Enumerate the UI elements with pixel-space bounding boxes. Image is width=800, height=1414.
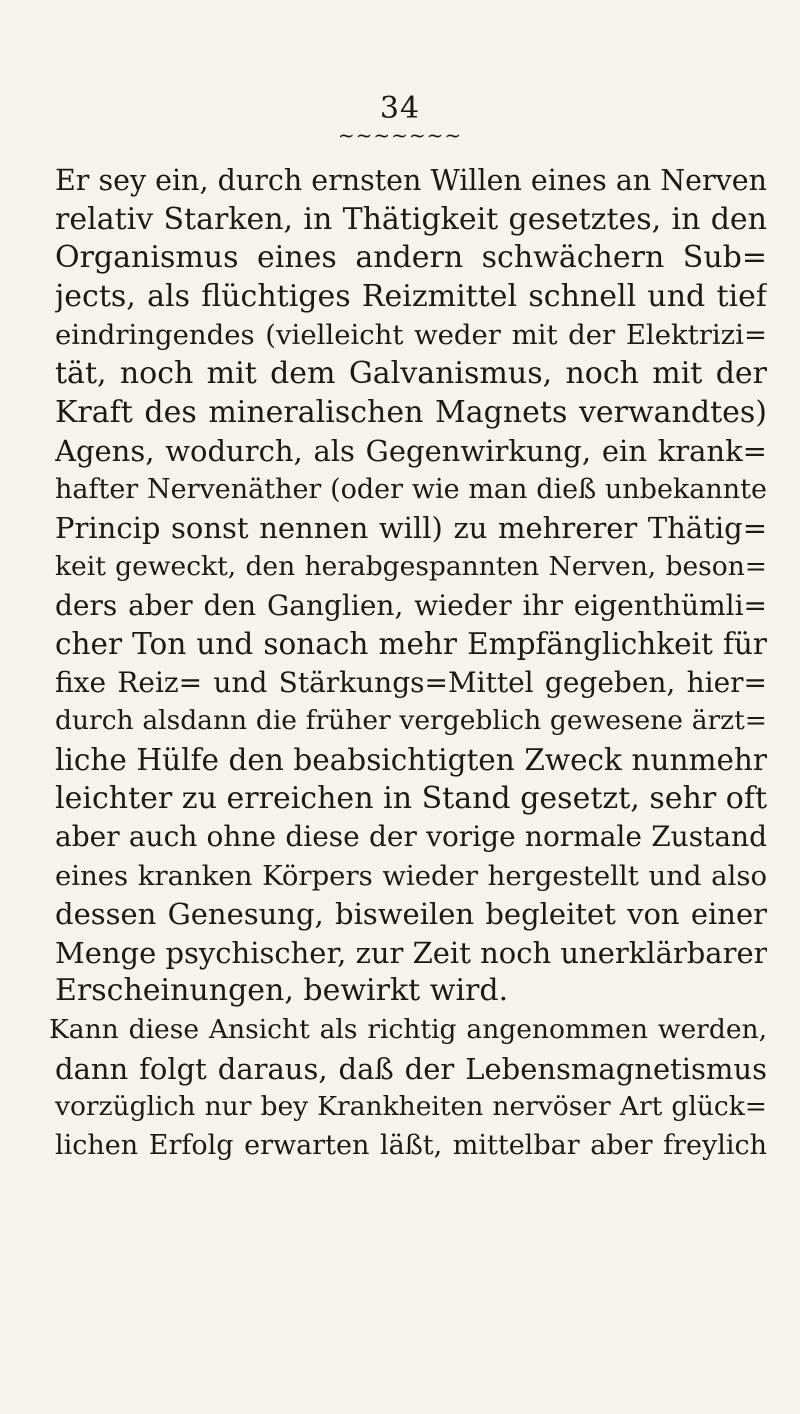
text-line: eines kranken Körpers wieder hergestellt und also [55, 859, 767, 892]
text-line: dessen Genesung, bisweilen begleitet von einer [55, 897, 767, 932]
text-line: Princip sonst nennen will) zu mehrerer Thätig= [55, 511, 767, 546]
page-number: 34 [379, 91, 421, 126]
text-line: Erscheinungen, bewirkt wird. [55, 973, 509, 1009]
text-line: vorzüglich nur bey Krankheiten nervöser Art glück= [55, 1091, 767, 1123]
text-line: liche Hülfe den beabsichtigten Zweck nunmehr [55, 742, 767, 777]
text-line: eindringendes (vielleicht weder mit der Elektrizi= [55, 319, 767, 352]
text-line: Er sey ein, durch ernsten Willen eines an Nerven [55, 164, 767, 197]
text-line: jects, als flüchtiges Reizmittel schnell und tief [55, 278, 767, 314]
text-line: durch alsdann die früher vergeblich gewesene ärzt= [55, 705, 767, 737]
text-line: aber auch ohne diese der vorige normale Zustand [55, 820, 767, 854]
text-line: relativ Starken, in Thätigkeit gesetztes, in den [55, 201, 767, 237]
text-line: cher Ton und sonach mehr Empfänglichkeit für [55, 627, 767, 662]
header-ornament: ~~~~~~~ [337, 123, 463, 147]
text-line: dann folgt daraus, daß der Lebensmagnetismus [55, 1051, 767, 1086]
text-line: Kann diese Ansicht als richtig angenommen werden, [49, 1014, 767, 1046]
text-line: keit geweckt, den herabgespannten Nerven, beson= [55, 550, 767, 582]
text-line: tät, noch mit dem Galvanismus, noch mit der [55, 355, 767, 391]
text-line: Menge psychischer, zur Zeit noch unerklärbarer [55, 935, 767, 970]
page-header [300, 91, 500, 147]
text-line: Kraft des mineralischen Magnets verwandtes) [55, 394, 767, 430]
text-line: lichen Erfolg erwarten läßt, mittelbar aber freylich [55, 1129, 767, 1161]
text-line: hafter Nervenäther (oder wie man dieß unbekannte [55, 473, 767, 505]
text-line: fixe Reiz= und Stärkungs=Mittel gegeben, hier= [55, 665, 767, 699]
text-line: leichter zu erreichen in Stand gesetzt, sehr oft [55, 780, 767, 816]
body-text [49, 162, 767, 1165]
text-line: ders aber den Ganglien, wieder ihr eigenthümli= [55, 588, 767, 622]
text-line: Agens, wodurch, als Gegenwirkung, ein krank= [55, 434, 767, 469]
text-line: Organismus eines andern schwächern Sub= [55, 240, 767, 276]
